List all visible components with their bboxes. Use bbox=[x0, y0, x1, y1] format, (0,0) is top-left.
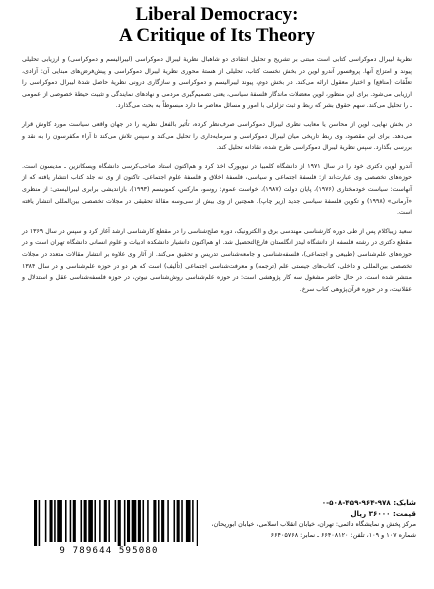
barcode-bar bbox=[161, 500, 164, 542]
isbn-value: ۹۷۸-۹۶۴-۴۵۹-۵۰۸-۰ bbox=[321, 498, 391, 507]
barcode-bar bbox=[181, 500, 183, 542]
barcode-bar bbox=[108, 500, 110, 542]
barcode-bar bbox=[39, 500, 41, 546]
price-line bbox=[196, 509, 416, 520]
barcode-bar bbox=[132, 500, 137, 542]
barcode-bar bbox=[99, 500, 101, 542]
barcode-bar bbox=[186, 500, 191, 542]
barcode-bar bbox=[177, 500, 180, 542]
book-title-line-1: Liberal Democracy: bbox=[135, 4, 299, 25]
barcode-bar bbox=[65, 500, 67, 542]
contact-phone: شماره ۱۰۷ و ۱۰۹، تلفن: ۶۶۴۰۸۱۲۰ ـ نمابر: ۶۶۴۰۵۷۶۸ bbox=[270, 530, 416, 539]
book-title-line-2: A Critique of Its Theory bbox=[119, 25, 315, 46]
barcode-bar bbox=[127, 500, 130, 542]
barcode-bar bbox=[153, 500, 156, 542]
barcode-bar bbox=[73, 500, 76, 542]
barcode-bar bbox=[57, 500, 62, 542]
barcode-bar bbox=[143, 500, 145, 542]
paragraph-translator-bio: سعید زیباکلام پس از طی دوره کارشناسی مهندسی برق و الکترونیک، دوره صلح‌شناسی را در مقطع کارشناسی ارشد آغاز کرد و سپس در سال ۱۳۶۹ در مقطع دکتری در رشته فلسفه از دانشگاه لیدز انگلستان فارغ‌التحصیل شد. او هم‌اکنون دانشیار دانشکده ادبیات و علوم انسانی دانشگاه تهران است و در حوزه‌های علم‌شناسی (طبیعی و اجتماعی)، فلسفه‌شناسی و جامعه‌شناسی تدریس و تحقیق می‌کند. از آثار وی علاوه بر انتشار مقالات متعدد در مجلات تخصصی بین‌المللی و داخلی، کتاب‌های جیستی علم (ترجمه) و معرفت‌شناسی اجتماعی (تألیف) است که هر دو در حوزه علم‌شناسی و در سال ۱۳۸۴ منتشر شده است. در حال حاضر مشغول سه کار پژوهشی است: در حوزه علم‌شناسی روش‌شناسی نیوتن، در حوزه فلسفه‌شناسی عقل و استدلال و عقلانیت، و در حوزه قرآن‌پژوهی کتاب سرخ. bbox=[22, 227, 412, 293]
barcode-bar bbox=[104, 500, 107, 542]
barcode-bar bbox=[138, 500, 141, 542]
isbn-line bbox=[196, 498, 416, 509]
barcode-bar bbox=[174, 500, 176, 542]
barcode-bars bbox=[20, 498, 198, 546]
isbn-label: شابک: bbox=[393, 498, 416, 507]
price-label: قیمت: bbox=[393, 508, 416, 518]
barcode-bar bbox=[88, 500, 93, 542]
barcode-digits: 9 789644 595080 bbox=[59, 546, 159, 556]
barcode-bar bbox=[158, 500, 160, 542]
barcode-bar bbox=[81, 500, 83, 542]
barcode-bar bbox=[115, 500, 117, 542]
barcode-bar bbox=[45, 500, 47, 542]
barcode-bar bbox=[84, 500, 87, 542]
barcode-bar bbox=[118, 500, 121, 546]
barcode-bar bbox=[147, 500, 149, 542]
paragraph-book-summary: نظریهٔ لیبرال دموکراسی کتابی است مبتنی بر تشریح و تحلیل انتقادی دو شاهبال نظریهٔ لیبرال دموکراسی (لیبرالیسم و دموکراسی) و ارزیابی تحلیلی پیوند و امتزاج آنها. پروفسور آندرو لوین در بخش نخست کتاب، تحلیلی از هستهٔ محوری نظریهٔ لیبرال دموکراسی و پیش‌فرض‌های مبنایی آن: آزادی، تعلّقات (منافع) و اختیار معقول ارائه می‌کند. در بخش دوم، پیوند لیبرالیسم و دموکراسی و سازگاری درونی نظریهٔ حاصل شدهٔ لیبرال دموکراسی را ارزیابی می‌شود. برای این منظور، لوین معضلات ماندگار فلسفهٔ سیاسی، یعنی تصمیم‌گیری مردمی و نهادهای نمایندگی و تثبیت حیطهٔ خصوصی از عمومی ـ را تحلیل می‌کند. سهم حقوق بشر که ربط و ثبت تزلزلی با امور و مسائل معاصر ما دارد مبسوطاً به بحث می‌گذارد. bbox=[22, 56, 412, 110]
distribution-address: مرکز پخش و نمایشگاه دائمی: تهران، خیابان انقلاب اسلامی، خیابان ابوریحان، bbox=[211, 520, 416, 528]
barcode-bar bbox=[54, 500, 56, 542]
paragraph-author-bio: آندرو لوین دکتری خود را در سال ۱۹۷۱ از دانشگاه کلمبیا در نیویورک اخذ کرد و هم‌اکنون استاد صاحب‌کرسی دانشگاه ویسکانزین ـ مدیسون است. حوزه‌های تخصصی وی عبارت‌اند از: فلسفهٔ اجتماعی و سیاسی، فلسفهٔ اخلاق و فلسفهٔ علوم اجتماعی. تاکنون از وی نه جلد کتاب انتشار یافته که از آنهاست: سیاست خودمختاری (۱۹۷۶)، پایان دولت (۱۹۸۷)، خواست عموم: روسو، مارکس، کمونیسم (۱۹۹۳)، بازاندیشی برابری لیبرالیستی: از منظری «آرمانی» (۱۹۹۸) و تکوین فلسفهٔ سیاسی جدید (زیر چاپ). همچنین از وی بیش از سی‌وسه مقالهٔ تحقیقی در مجلات تخصصی بین‌المللی انتشار یافته است. bbox=[22, 162, 412, 217]
barcode-bar bbox=[70, 500, 72, 542]
cover-footer bbox=[20, 498, 416, 578]
barcode-bar bbox=[94, 500, 96, 542]
publisher-info bbox=[196, 498, 416, 540]
back-cover-text bbox=[22, 54, 412, 302]
barcode-bar bbox=[34, 500, 37, 546]
price-value: ۳۶۰۰۰ ریال bbox=[350, 508, 391, 518]
isbn-barcode bbox=[20, 498, 198, 558]
barcode-bar bbox=[50, 500, 53, 542]
paragraph-final-section: در بخش نهایی، لوین از محاسن یا معایب نظری لیبرال دموکراسی صرف‌نظر کرده، تأثیر بالفعل نظریه را در جهان واقعی سیاست مورد کاوش قرار می‌دهد. برای این مقصود، وی ربط تاریخی میان لیبرال دموکراسی و سرمایه‌داری را تحلیل می‌کند و سپس تلاش می‌کند تا آراء مکفرسون را به نقد و بررسی بگذارد. سپس نظریهٔ لیبرال دموکراسی طرح شده، نقادانه تحلیل کند. bbox=[22, 120, 412, 152]
barcode-bar bbox=[167, 500, 169, 542]
barcode-bar bbox=[124, 500, 126, 546]
barcode-bar bbox=[192, 500, 194, 542]
